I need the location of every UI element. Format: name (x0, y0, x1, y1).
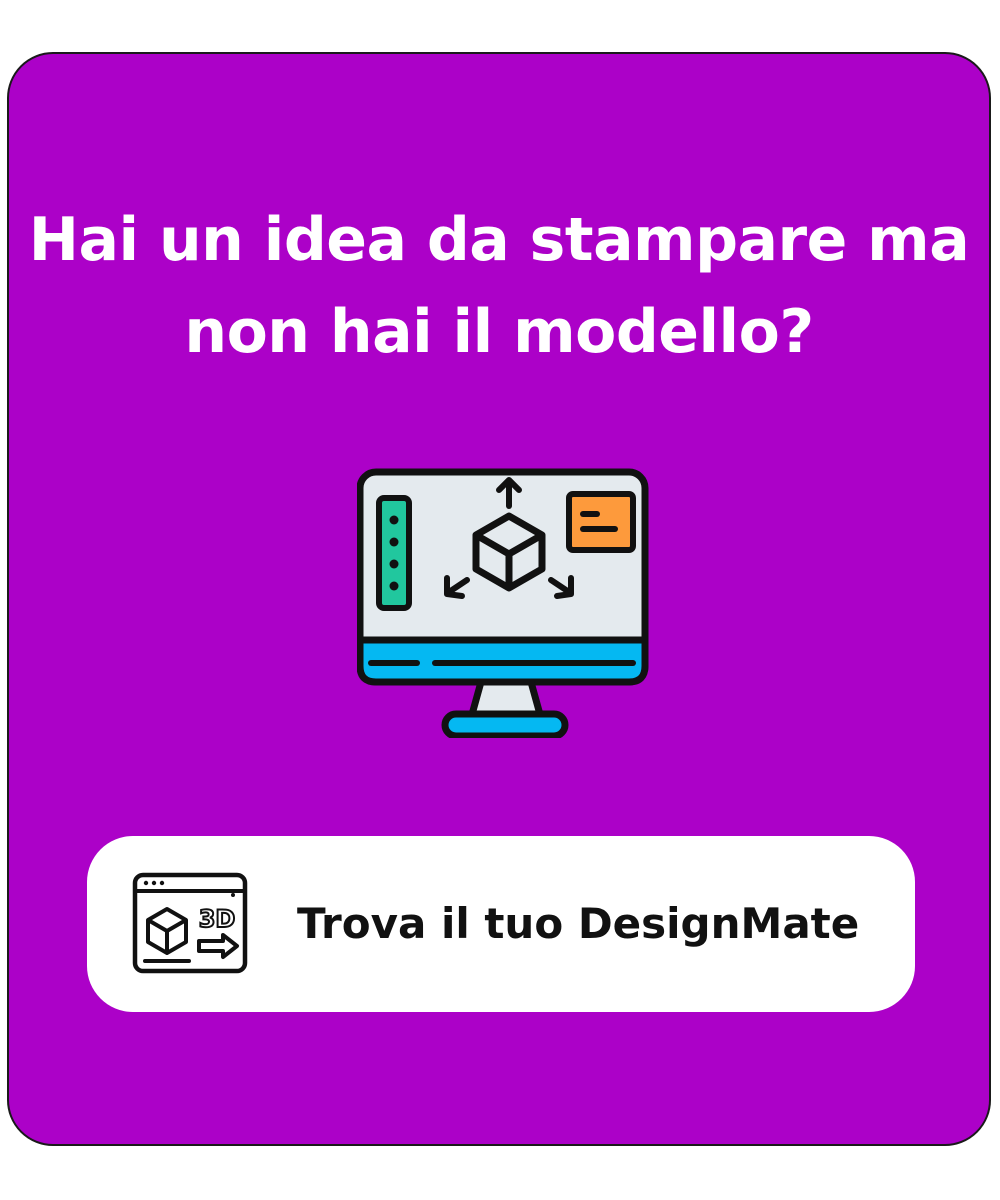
find-designmate-label: Trova il tuo DesignMate (297, 899, 860, 948)
headline-line-1: Hai un idea da stampare ma (28, 205, 970, 275)
3d-model-window-icon (131, 871, 249, 975)
find-designmate-button[interactable] (87, 836, 915, 1012)
headline (9, 194, 989, 378)
headline-line-2: non hai il modello? (184, 297, 814, 367)
promo-card (7, 52, 991, 1146)
monitor-3d-modeling-icon (357, 468, 657, 738)
3d-badge-text: 3D (198, 905, 236, 933)
